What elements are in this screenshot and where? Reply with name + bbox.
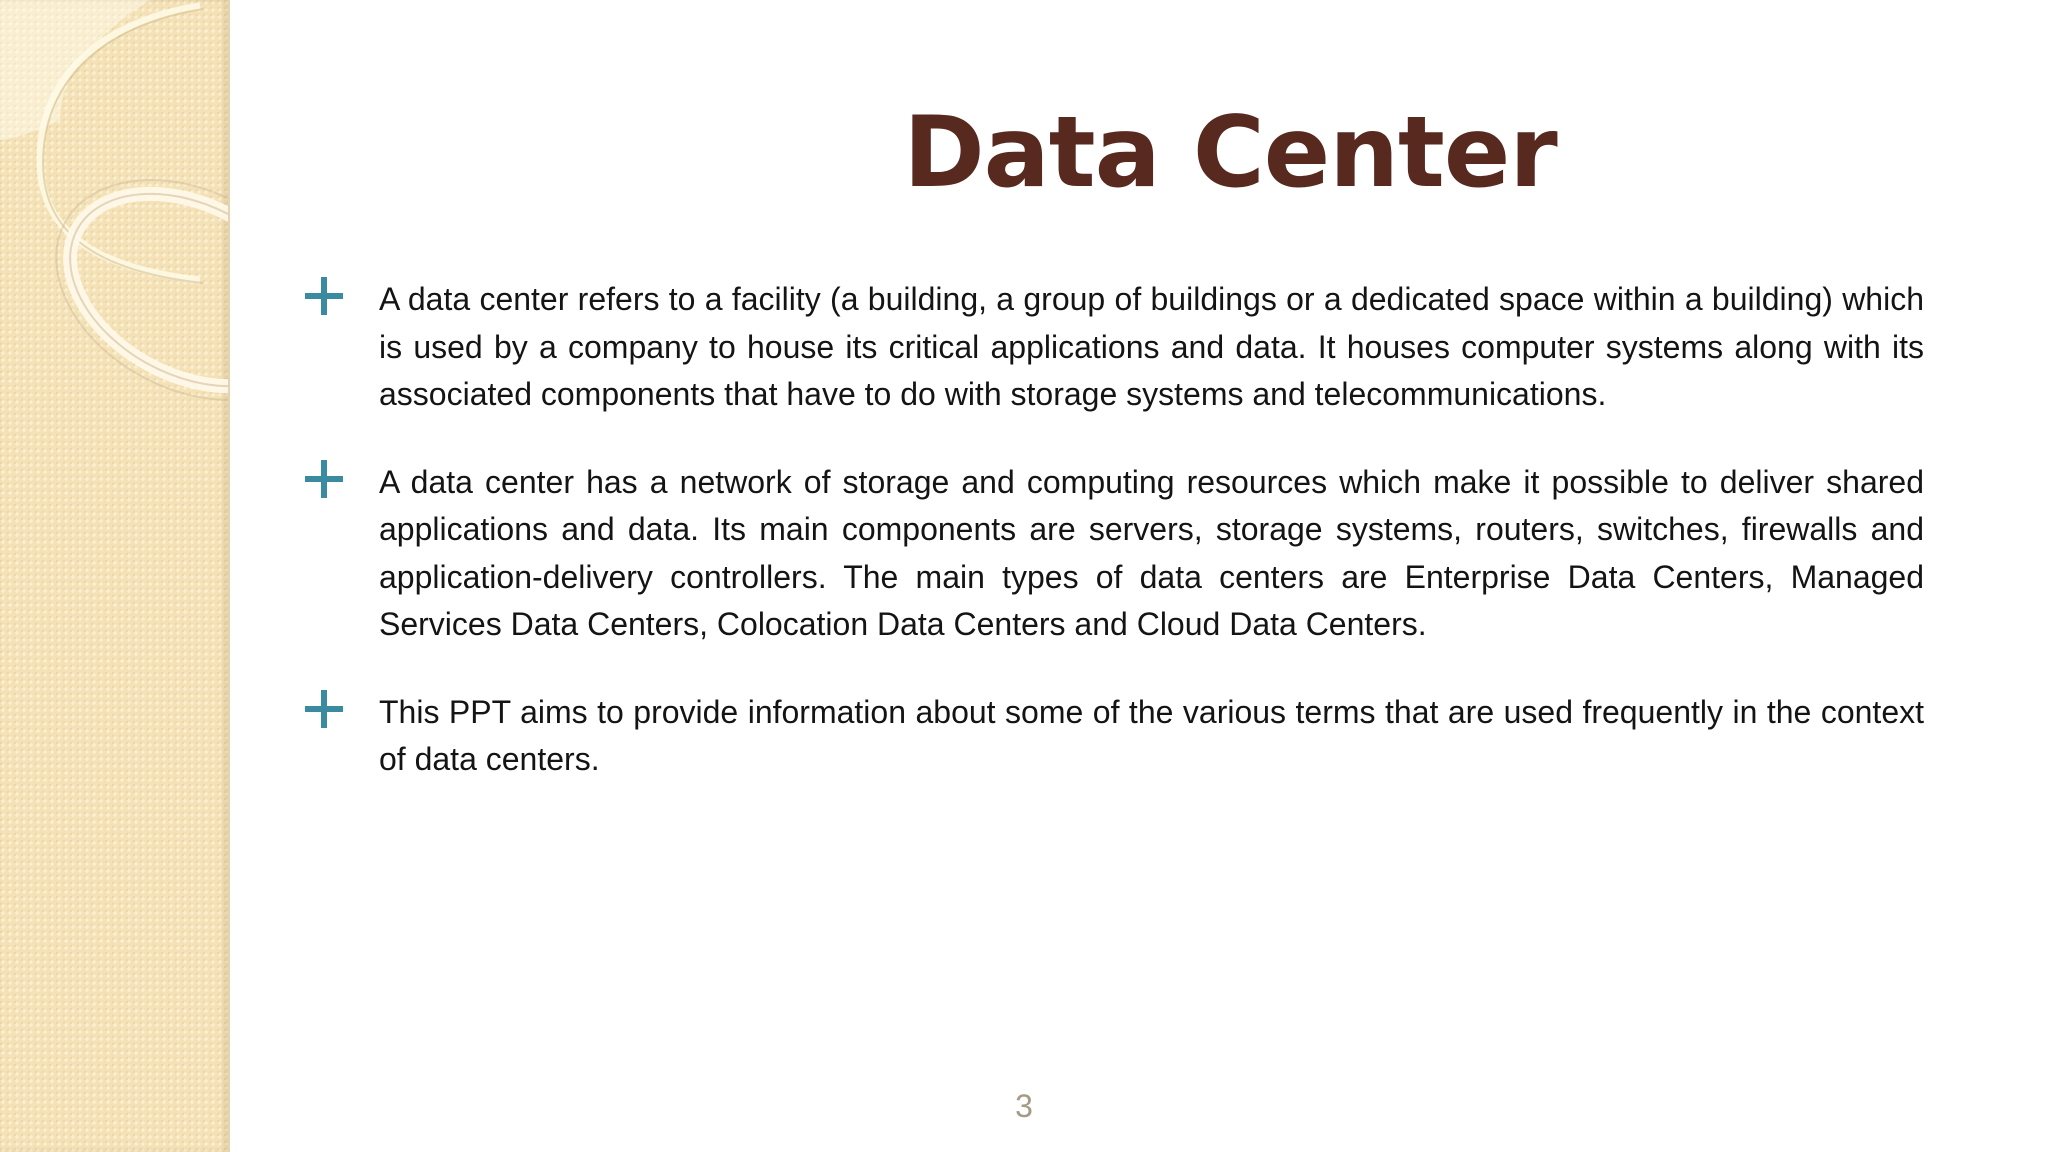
- bullet-item: [300, 689, 1924, 784]
- page-number: 3: [1015, 1088, 1033, 1124]
- bullet-text: This PPT aims to provide information about some of the various terms that are used frequently in the context of data centers.: [379, 693, 1924, 777]
- bullet-text: A data center has a network of storage and computing resources which make it possible to deliver shared applications and data. Its main components are servers, storage systems, routers, switches, firewalls and application-delivery controllers. The main types of data centers are Enterprise Data Centers, Managed Services Data Centers, Colocation Data Centers and Cloud Data Centers.: [379, 463, 1924, 642]
- bullet-item: [300, 276, 1924, 419]
- side-panel-edge: [228, 0, 230, 1152]
- plus-icon: [305, 277, 343, 315]
- bullet-item: [300, 459, 1924, 649]
- bullet-list: [300, 276, 1924, 824]
- plus-icon: [305, 690, 343, 728]
- bullet-text: A data center refers to a facility (a building, a group of buildings or a dedicated space within a building) which is used by a company to house its critical applications and data. It houses computer systems along with its associated components that have to do with storage systems and telecommunications.: [379, 281, 1924, 412]
- decorative-swirl: [0, 0, 228, 420]
- swirl-graphic: [0, 0, 228, 420]
- plus-icon: [305, 460, 343, 498]
- slide-title: Data Center: [903, 96, 1557, 210]
